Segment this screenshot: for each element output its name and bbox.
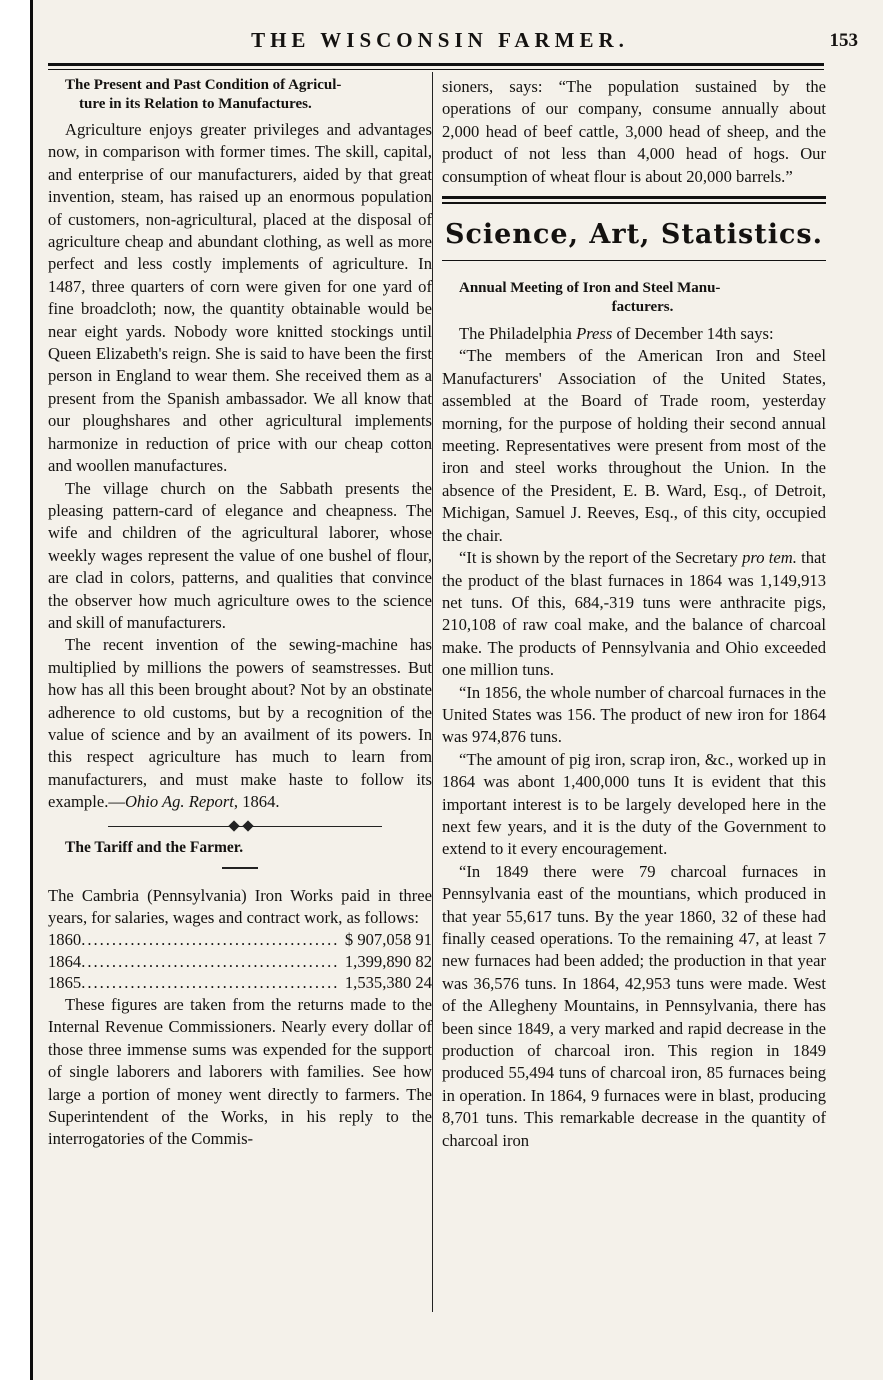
table-amount: $ 907,058 91 [344,930,432,950]
section-rule-bottom [442,202,826,204]
paragraph-returns: These figures are taken from the returns made to the Internal Revenue Commissioners. Nearly every dollar of those three immense sums was expended for the support of single laborers and laborers with families. See how large a portion of money went directly to farmers. The Superintendent of the Works, in his reply to the interrogatories of the Commis- [48,994,432,1149]
paragraph-cambria-intro: The Cambria (Pennsylvania) Iron Works paid in three years, for salaries, wages and contract work, as follows: [48,885,432,927]
page-binding-edge [0,0,30,1380]
latin-pro-tem: pro tem. [742,548,797,568]
ornament-diamond-right [242,820,253,831]
heading-line-2: ture in its Relation to Manufactures. [79,96,312,112]
article-heading-iron-steel [442,279,826,317]
table-leader-dots: .......................................... [81,930,340,950]
right-column [442,76,826,1152]
paragraph-pig-iron: “The amount of pig iron, scrap iron, &c., worked up in 1864 was abont 1,400,000 tuns It is evident that this important interest is to be largely developed here in the next few years, and it is the duty of the Government to extend to it every encouragement. [442,749,826,859]
source-citation: Ohio Ag. Report [124,792,234,812]
newspaper-page [40,0,883,1380]
running-head: THE WISCONSIN FARMER. [251,28,629,52]
column-divider [432,72,433,1312]
header-rule-thick [48,63,824,66]
heading-line-1: Annual Meeting of Iron and Steel Manu- [459,280,721,297]
table-row [48,929,432,951]
paragraph-sewing-text: The recent invention of the sewing-machine has multiplied by millions the powers of seamstresses. But how has all this been brought about? Not by an obstinate adherence to old customs, but by a recognition of the value of science and by an availment of its powers. In this respect agriculture has much to learn from manufacturers, and must make haste to follow its example.— [48,635,432,812]
press-intro-after: of December 14th says: [612,324,774,344]
blast-text-after: that the product of the blast furnaces in 1864 was 1,149,913 net tuns. Of this, 684,-319 tuns were anthracite pigs, 210,108 of raw coal make, and the balance of charcoal make. The products of Pennsylvania and Ohio exceeded one million tuns. [442,548,826,680]
paragraph-charcoal-1856: “In 1856, the whole number of charcoal furnaces in the United States was 156. The product of new iron for 1864 was 974,876 tuns. [442,682,826,747]
header-rule-thin [48,69,824,70]
ornament-diamond-left [228,820,239,831]
section-title: Science, Art, Statistics. [444,219,824,251]
section-rule-top [442,196,826,199]
left-column [48,76,432,1151]
paragraph-blast-furnaces [442,547,826,681]
heading-line-1: The Present and Past Condition of Agricul- [65,77,342,93]
press-intro-before: The Philadelphia [459,324,577,344]
table-year: 1864 [48,951,82,971]
paragraph-sewing-machine [48,634,432,813]
table-year: 1860 [48,930,82,950]
section-title-rule [442,260,826,261]
wages-table [48,929,432,994]
table-row [48,972,432,994]
article-heading-tariff: The Tariff and the Farmer. [65,838,244,856]
heading-line-2: facturers. [611,299,674,316]
table-year: 1865 [48,973,82,993]
paragraph-press-intro [442,323,826,345]
page-header [40,28,858,58]
paragraph-village-church: The village church on the Sabbath presents the pleasing pattern-card of elegance and cheapness. The wife and children of the agricultural laborer, whose weekly wages represent the value of one bushel of flour, are clad in colors, patterns, and qualities that convince the observer how much agriculture owes to the science and skill of manufacturers. [48,478,432,632]
article-heading-agriculture [48,76,432,114]
table-row [48,951,432,973]
table-leader-dots: .......................................... [81,951,340,971]
table-leader-dots: .......................................... [81,973,340,993]
paragraph-privileges: Agriculture enjoys greater privileges and advantages now, in comparison with former times. The skill, capital, and enterprise of our manufacturers, aided by that great invention, steam, has raised up an enormous population of customers, non-agricultural, placed at the disposal of agriculture cheap and abundant clothing, as well as more perfect and less costly implements of agriculture. In 1487, three quarters of corn were given for one yard of fine broadcloth; now, the quantity obtainable would be near eight yards. Nobody wore knitted stockings until Queen Elizabeth's reign. She is said to have been the first person in England to wear them. She received them as a present from the Spanish ambassador. We all know that our ploughshares and other agricultural implements harmonize in reduction of price with our cheap cotton and woollen manufactures. [48,120,432,476]
binding-shadow-line [30,0,33,1380]
table-amount: 1,399,890 82 [344,951,432,971]
ornamental-divider [48,816,432,838]
source-year: , 1864. [233,792,280,812]
blast-text-before: “It is shown by the report of the Secretary [459,548,743,568]
short-rule [222,867,258,869]
paragraph-members: “The members of the American Iron and Steel Manufacturers' Association of the United States, assembled at the Board of Trade room, yesterday morning, for the purpose of holding their second annual meeting. Representatives were present from most of the iron and steel works throughout the Union. In the absence of the President, E. B. Ward, Esq., of Detroit, Michigan, Samuel J. Reeves, Esq., of this city, occupied the chair. [442,346,826,545]
table-amount: 1,535,380 24 [344,973,432,993]
paragraph-1849-furnaces: “In 1849 there were 79 charcoal furnaces in Pennsylvania east of the mountians, which produced in that year 55,617 tuns. By the year 1860, 32 of these had finally ceased operations. To the remaining 47, at least 7 new furnaces had been added; the production in that year was 36,576 tuns. In 1864, 42,953 tuns were made. West of the Allegheny Mountains, in Pennsylvania, there has been since 1849, a very marked and rapid decrease in the production of charcoal iron. This region in 1849 produced 55,494 tuns of charcoal iron, 85 furnaces being in operation. In 1864, 9 furnaces were in blast, producing 8,701 tuns. This remarkable decrease in the quantity of charcoal iron [442,861,826,1150]
page-number: 153 [829,30,858,51]
paragraph-continuation: sioners, says: “The population sustained by the operations of our company, consume annually about 2,000 head of beef cattle, 3,000 head of sheep, and the product of not less than 4,000 head of hogs. Our consumption of wheat flour is about 20,000 barrels.” [442,77,826,186]
newspaper-name: Press [576,324,613,344]
